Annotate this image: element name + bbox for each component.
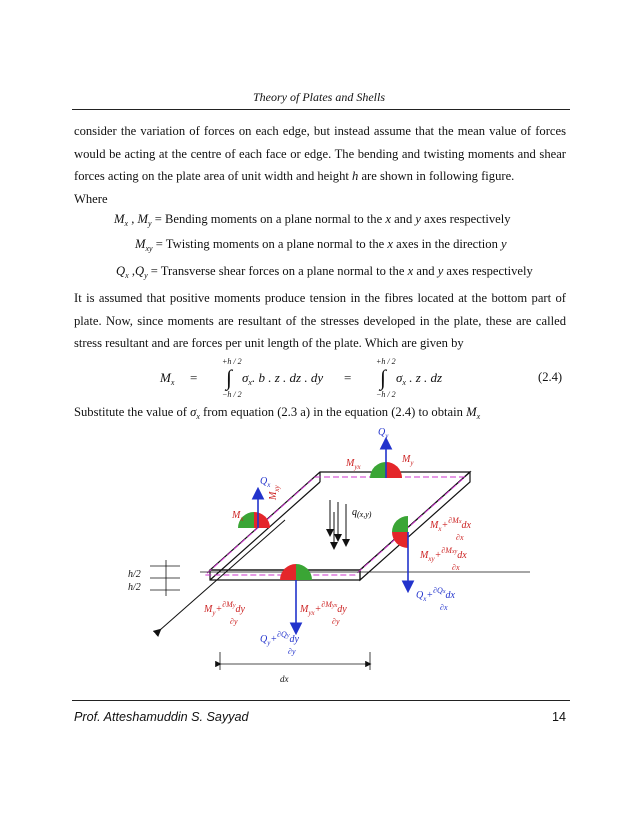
integral-sign: ∫ xyxy=(226,365,233,390)
x-axis-line xyxy=(160,520,285,630)
paragraph-substitute: Substitute the value of $\sigma_x$ from equation (2.3 a) in the equation (2.4) to obtain $M_x$ xyxy=(74,405,481,421)
label-Qy-plus-den: ∂y xyxy=(288,647,296,656)
label-Qx: $Q_x$ xyxy=(260,476,271,489)
label-Mx-plus: $M_x+^{\partial M}xdx$ xyxy=(430,516,471,533)
q-label: $q_{(x,y)}$ xyxy=(352,507,372,519)
header-rule xyxy=(72,109,570,110)
label-Mxy-left: $M_{xy}$ xyxy=(268,485,281,500)
label-Mxy-plus-den: ∂x xyxy=(452,563,460,572)
integral-lower-limit: −h / 2 xyxy=(376,390,396,399)
paragraph-intro xyxy=(74,120,566,210)
page-number: 14 xyxy=(551,710,566,724)
footer-rule xyxy=(72,700,570,701)
text-line: Where xyxy=(74,191,108,206)
label-Qy-plus: $Q_y+^{\partial Q}ydy$ xyxy=(260,630,299,647)
label-My-plus-den: ∂y xyxy=(230,617,238,626)
eq-equals: = xyxy=(344,370,352,385)
label-h-bottom: h/2 xyxy=(128,582,141,593)
eq-integrand: $\sigma_x$ . z . dz xyxy=(396,370,443,387)
definition-bending-moments: $M_x$ , $M_y$ = Bending moments on a plane normal to the x and y axes respectively xyxy=(114,212,511,228)
text-line: stress resultant and are forces per unit length of the plate. Which are given by xyxy=(74,336,464,350)
equation-number: (2.4) xyxy=(538,370,563,384)
equation-2-4 xyxy=(160,357,580,397)
label-Mxy-plus: $M_{xy}+^{\partial M}xydx$ xyxy=(420,546,467,563)
eq-equals: = xyxy=(190,370,198,385)
integral-lower-limit: −h / 2 xyxy=(222,390,242,399)
text-line: consider the variation of forces on each edge, but instead assume that the mean value of forces xyxy=(74,124,566,138)
label-h-top: h/2 xyxy=(128,569,141,580)
footer-author: Prof. Atteshamuddin S. Sayyad xyxy=(74,710,249,724)
text-line: forces acting on the plate area of unit width and height h are shown in following figure. xyxy=(74,169,515,183)
label-Myx-plus: $M_{yx}+^{\partial M}yxdy$ xyxy=(300,600,347,617)
integral-upper-limit: +h / 2 xyxy=(376,357,396,366)
integral-upper-limit: +h / 2 xyxy=(222,357,242,366)
label-dx: dx xyxy=(280,674,289,684)
definition-shear-forces: $Q_x$ $,Q_y$ = Transverse shear forces on a plane normal to the x and y axes respectively xyxy=(116,264,533,280)
running-header: Theory of Plates and Shells xyxy=(253,90,385,104)
label-Qy: $Q_y$ xyxy=(378,427,389,440)
eq-lhs: $M_x$ xyxy=(160,370,175,387)
distributed-load-arrows xyxy=(330,500,346,548)
plate-element-figure xyxy=(120,420,540,690)
eq-integrand: $\sigma_x$. b . z . dz . dy xyxy=(242,370,324,387)
thickness-dimension xyxy=(150,560,180,596)
label-Qx-plus: $Q_x+^{\partial Q}xdx$ xyxy=(416,586,455,603)
definition-twisting-moments: $M_{xy}$ = Twisting moments on a plane normal to the x axes in the direction y xyxy=(135,237,507,253)
text-line: plate. Now, since moments are resultant of the stresses developed in the plate, these are called xyxy=(74,313,566,328)
label-My: $M_y$ xyxy=(402,454,414,467)
label-Myx: $M_{yx}$ xyxy=(346,458,361,471)
integral-sign: ∫ xyxy=(380,365,387,390)
text-line: would be acting at the centre of each face or edge. The bending and twisting moments and shear xyxy=(74,146,566,161)
label-Mx: $M_x$ xyxy=(232,510,244,523)
label-Qx-plus-den: ∂x xyxy=(440,603,448,612)
text-line: It is assumed that positive moments produce tension in the fibres located at the bottom part of xyxy=(74,291,566,305)
label-Myx-plus-den: ∂y xyxy=(332,617,340,626)
paragraph-stress-resultants xyxy=(74,287,566,355)
label-Mx-plus-den: ∂x xyxy=(456,533,464,542)
label-My-plus: $M_y+^{\partial M}ydy$ xyxy=(204,600,245,617)
